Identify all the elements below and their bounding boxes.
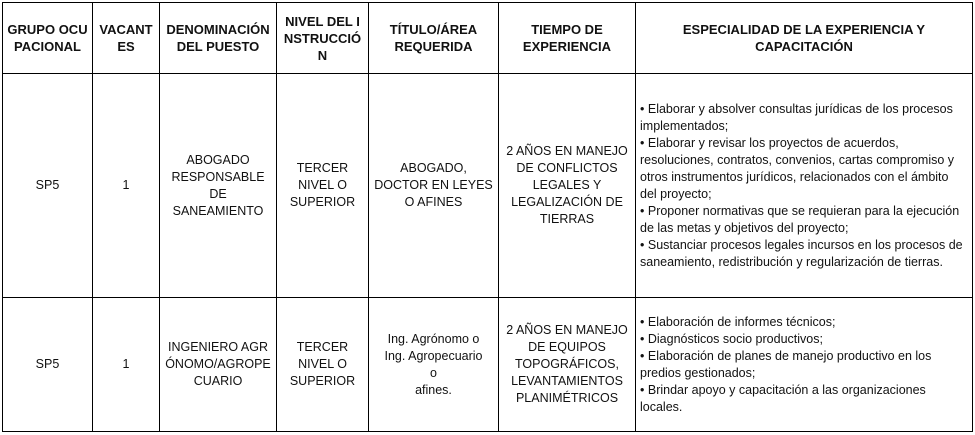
list-item: • Sustanciar procesos legales incursos en los procesos de saneamiento, redistribución y regularización de tierras. <box>640 237 968 271</box>
cell-grupo: SP5 <box>3 74 93 298</box>
cell-grupo: SP5 <box>3 298 93 432</box>
cell-nivel: TERCER NIVEL O SUPERIOR <box>277 74 369 298</box>
table-row <box>3 74 973 298</box>
list-item: • Diagnósticos socio productivos; <box>640 331 968 348</box>
list-item: • Elaborar y absolver consultas jurídicas de los procesos implementados; <box>640 101 968 135</box>
cell-vacantes: 1 <box>93 74 160 298</box>
list-item: • Elaboración de planes de manejo productivo en los predios gestionados; <box>640 348 968 382</box>
list-item: • Elaborar y revisar los proyectos de acuerdos, resoluciones, contratos, convenios, cartas compromiso y otros instrumentos jurídicos, relacionados con el ámbito del proyecto; <box>640 135 968 203</box>
header-vacantes: VACANTES <box>93 3 160 74</box>
titulo-line: Ing. Agrónomo o <box>387 331 480 346</box>
header-tiempo: TIEMPO DE EXPERIENCIA <box>499 3 636 74</box>
titulo-line: afines. <box>415 382 452 397</box>
cell-tiempo: 2 AÑOS EN MANEJO DE CONFLICTOS LEGALES Y LEGALIZACIÓN DE TIERRAS <box>499 74 636 298</box>
cell-vacantes: 1 <box>93 298 160 432</box>
cell-especialidad <box>636 298 973 432</box>
header-denominacion: DENOMINACIÓN DEL PUESTO <box>160 3 277 74</box>
table-row <box>3 298 973 432</box>
header-grupo: GRUPO OCUPACIONAL <box>3 3 93 74</box>
cell-especialidad <box>636 74 973 298</box>
header-titulo: TÍTULO/ÁREA REQUERIDA <box>369 3 499 74</box>
list-item: • Proponer normativas que se requieran para la ejecución de las metas y objetivos del proyecto; <box>640 203 968 237</box>
cell-denominacion: INGENIERO AGRÓNOMO/AGROPECUARIO <box>160 298 277 432</box>
cell-denominacion: ABOGADO RESPONSABLE DE SANEAMIENTO <box>160 74 277 298</box>
especialidad-list <box>640 314 968 416</box>
list-item: • Brindar apoyo y capacitación a las organizaciones locales. <box>640 382 968 416</box>
titulo-line: Ing. Agropecuario <box>384 348 483 363</box>
list-item: • Elaboración de informes técnicos; <box>640 314 968 331</box>
cell-tiempo: 2 AÑOS EN MANEJO DE EQUIPOS TOPOGRÁFICOS, LEVANTAMIENTOS PLANIMÉTRICOS <box>499 298 636 432</box>
cell-titulo: ABOGADO, DOCTOR EN LEYES O AFINES <box>369 74 499 298</box>
header-especialidad: ESPECIALIDAD DE LA EXPERIENCIA Y CAPACITACIÓN <box>636 3 973 74</box>
cell-titulo <box>369 298 499 432</box>
header-nivel: NIVEL DEL INSTRUCCIÓN <box>277 3 369 74</box>
header-row <box>3 3 973 74</box>
especialidad-list <box>640 101 968 271</box>
cell-nivel: TERCER NIVEL O SUPERIOR <box>277 298 369 432</box>
titulo-line: o <box>430 365 437 380</box>
jobs-table <box>2 2 973 432</box>
